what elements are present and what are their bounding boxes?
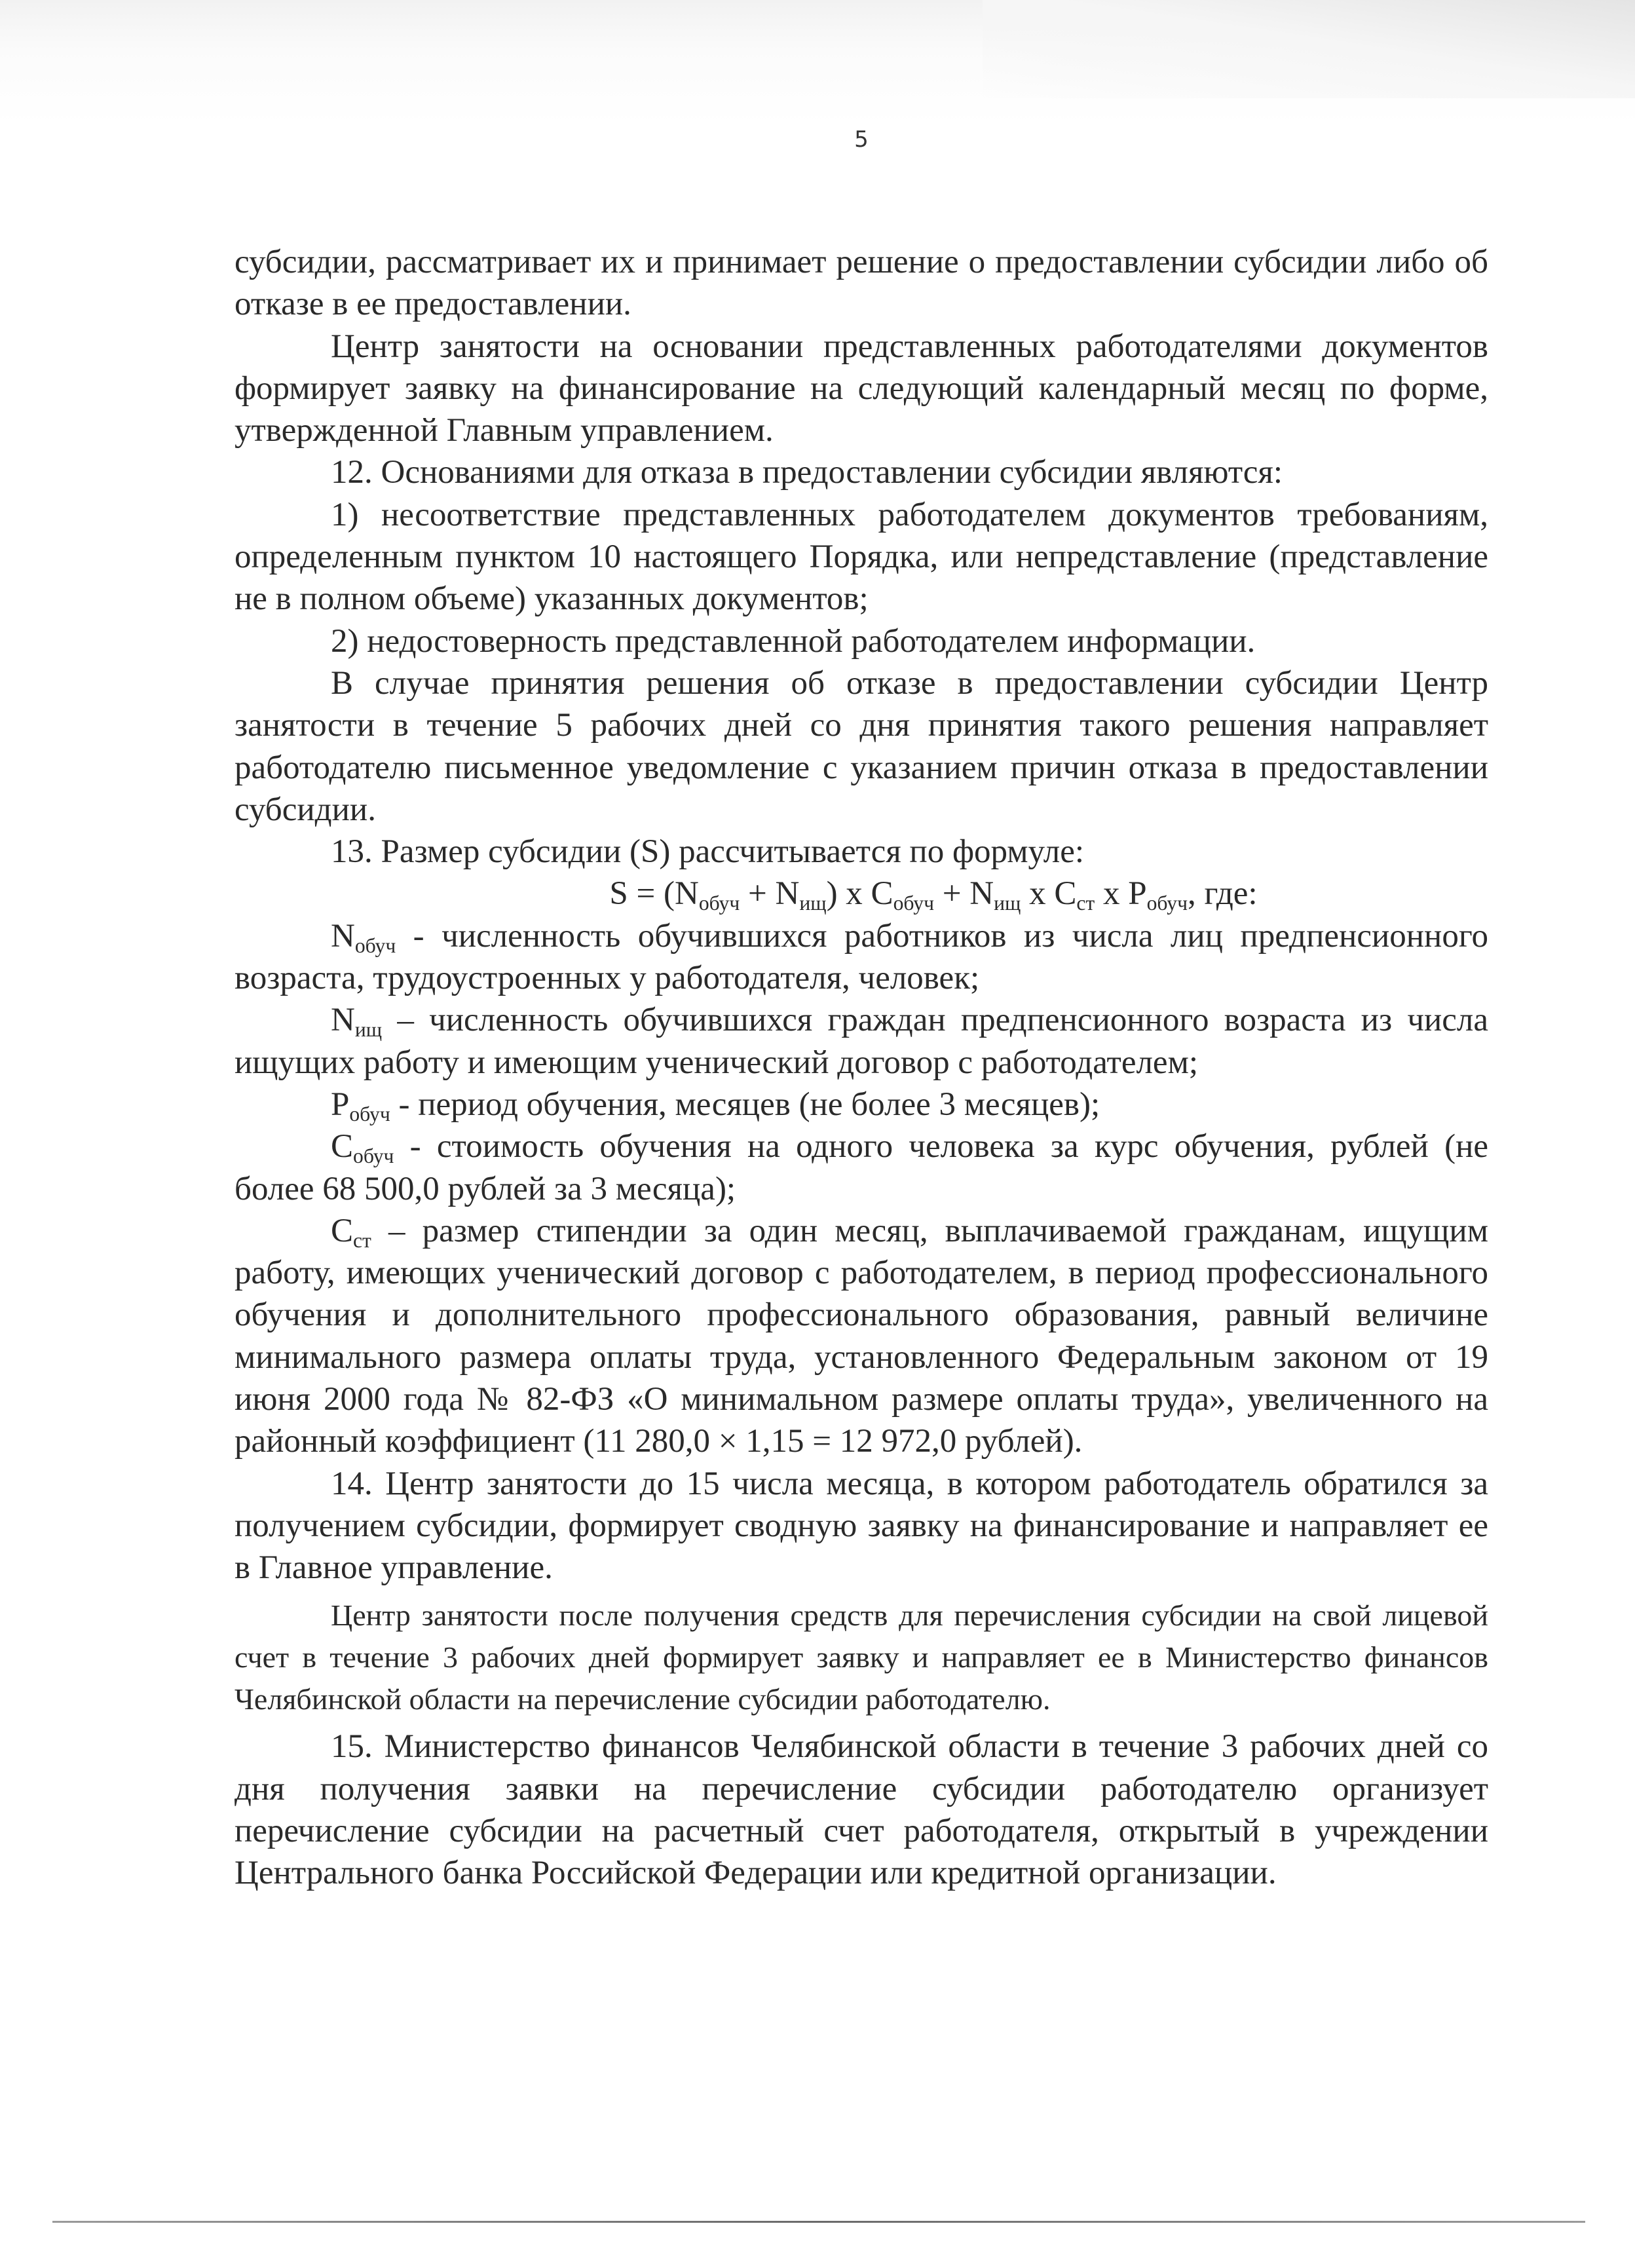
paragraph-item-15: 15. Министерство финансов Челябинской области в течение 3 рабочих дней со дня получения заявки на перечисление субсидии работодателю организует перечисление субсидии на расчетный счет работодателя, открытый в учреждении Центрального банка Российской Федерации или кредитной организации. (235, 1728, 1488, 1892)
definition-n-ishch: $N_{ищ}$ – численность обучившихся граждан предпенсионного возраста из числа ищущих работу и имеющим ученический договор с работодателем; (235, 1002, 1488, 1081)
paragraph: Центр занятости на основании представленных работодателями документов формирует заявку на финансирование на следующий календарный месяц по форме, утвержденной Главным управлением. (235, 328, 1488, 449)
definition-p-obuch: $P_{обуч}$ - период обучения, месяцев (не более 3 месяцев); (331, 1086, 1100, 1125)
paragraph: В случае принятия решения об отказе в предоставлении субсидии Центр занятости в течение 5 рабочих дней со дня принятия такого решения направляет работодателю письменное уведомление с указанием причин отказа в предоставлении субсидии. (235, 664, 1488, 828)
page-number: 5 (854, 126, 869, 153)
document-body (235, 241, 1488, 1895)
paragraph: субсидии, рассматривает их и принимает решение о предоставлении субсидии либо об отказе в ее предоставлении. (235, 244, 1488, 323)
definition-c-obuch: $С_{обуч}$ - стоимость обучения на одного человека за курс обучения, рублей (не более 68 500,0 рублей за 3 месяца); (235, 1128, 1488, 1207)
subsidy-formula: $S = (N_{обуч} + N_{ищ})$ х $С_{обуч} + N_{ищ}$ х $С_{ст}$ х $P_{обуч}$, где: (609, 875, 1258, 915)
definition-n-obuch: $N_{обуч}$ - численность обучившихся работников из числа лиц предпенсионного возраста, трудоустроенных у работодателя, человек; (235, 917, 1488, 997)
paragraph-item-14: 14. Центр занятости до 15 числа месяца, в котором работодатель обратился за получением субсидии, формирует сводную заявку на финансирование и направляет ее в Главное управление. (235, 1465, 1488, 1587)
paragraph-item-13: 13. Размер субсидии (S) рассчитывается по формуле: (331, 833, 1085, 871)
paragraph: 1) несоответствие представленных работодателем документов требованиям, определенным пунктом 10 настоящего Порядка, или непредставление (представление не в полном объеме) указанных документов; (235, 496, 1488, 618)
paragraph: 2) недостоверность представленной работодателем информации. (331, 622, 1256, 660)
footer-rule (52, 2221, 1585, 2223)
paragraph-item-12: 12. Основаниями для отказа в предоставлении субсидии являются: (331, 454, 1283, 491)
paragraph: Центр занятости после получения средств для перечисления субсидии на свой лицевой счет в течение 3 рабочих дней формирует заявку и направляет ее в Министерство финансов Челябинской области на перечисление субсидии работодателю. (235, 1598, 1488, 1716)
definition-c-st: $С_{ст}$ – размер стипендии за один месяц, выплачиваемой гражданам, ищущим работу, имеющих ученический договор с работодателем, в период профессионального обучения и дополнительного профессионального образования, равный величине минимального размера оплаты труда, установленного Федеральным законом от 19 июня 2000 года № 82-ФЗ «О минимальном размере оплаты труда», увеличенного на районный коэффициент (11 280,0 × 1,15 = 12 972,0 рублей). (235, 1212, 1488, 1460)
scan-shadow (0, 0, 1635, 124)
